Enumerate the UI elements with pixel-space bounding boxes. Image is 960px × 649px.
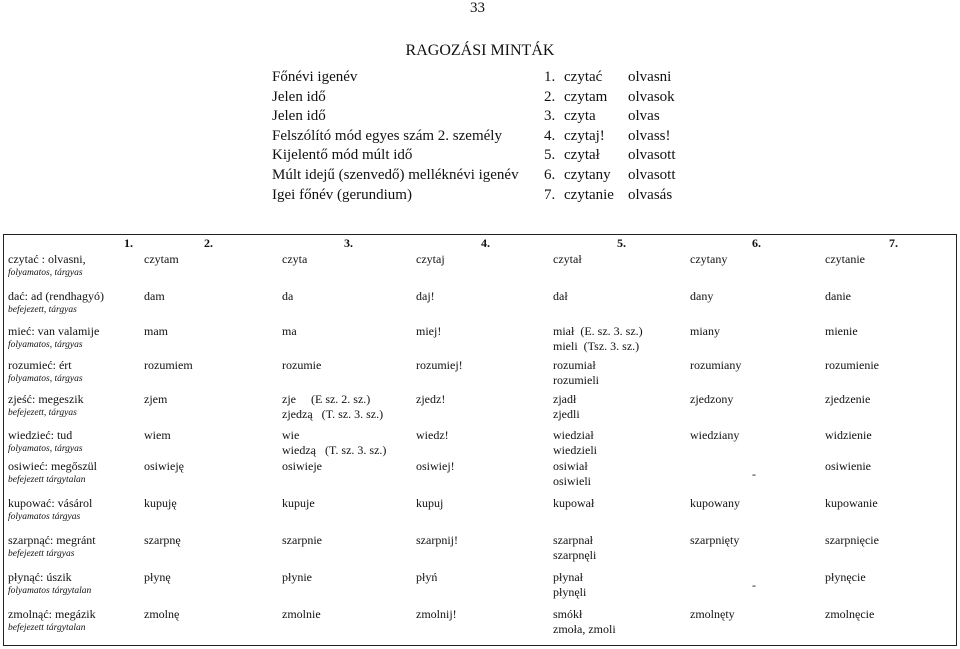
- form-text: wie: [282, 428, 300, 442]
- form-cell: [553, 607, 616, 637]
- form-cell: [553, 428, 597, 458]
- form-text: mam: [144, 324, 168, 338]
- form-cell: [282, 459, 322, 474]
- form-cell: [553, 252, 582, 267]
- form-cell: [416, 533, 458, 548]
- form-text: rozumiał: [553, 358, 596, 372]
- legend-hungarian-form: olvasok: [628, 88, 675, 105]
- form-cell: [416, 428, 449, 443]
- form-cell: [825, 533, 879, 548]
- form-cell: [416, 607, 457, 622]
- form-text: płyń: [416, 570, 438, 584]
- page-title: RAGOZÁSI MINTÁK: [405, 42, 555, 59]
- form-cell: [553, 392, 580, 422]
- verb-cell: [8, 428, 83, 456]
- legend-hungarian-form: olvass!: [628, 127, 671, 144]
- form-text: zjadł: [553, 392, 577, 406]
- verb-aspect: folyamatos tárgytalan: [8, 586, 92, 596]
- form-cell: [144, 428, 171, 443]
- form-cell: [282, 252, 307, 267]
- verb-lemma: czytać : olvasni,: [8, 252, 86, 266]
- form-cell: [282, 496, 315, 511]
- form-text: mienie: [825, 324, 858, 338]
- column-header: 7.: [889, 236, 898, 250]
- verb-cell: [8, 607, 96, 635]
- form-cell: [553, 459, 591, 489]
- form-cell: [553, 496, 594, 511]
- legend-number: 7.: [544, 186, 556, 203]
- form-cell: [690, 496, 740, 511]
- verb-lemma: osiwieć: megőszül: [8, 459, 97, 473]
- legend-row: [272, 107, 676, 127]
- verb-cell: [8, 252, 86, 280]
- form-cell: [553, 358, 599, 388]
- form-text: dał: [553, 289, 568, 303]
- form-text: osiwiej!: [416, 459, 455, 473]
- form-cell: [416, 358, 463, 373]
- column-header: 5.: [617, 236, 626, 250]
- form-text: czytany: [690, 252, 728, 266]
- form-text: kupuje: [282, 496, 315, 510]
- form-cell: [690, 533, 739, 548]
- verb-aspect: befejezett, tárgyas: [8, 305, 77, 315]
- verb-lemma: zjeść: megeszik: [8, 392, 84, 406]
- form-cell: [690, 607, 735, 622]
- conjugation-table: [3, 234, 957, 646]
- form-cell: [282, 392, 383, 422]
- form-cell: [416, 289, 435, 304]
- form-text: osiwieję: [144, 459, 184, 473]
- form-text: osiwienie: [825, 459, 871, 473]
- legend-number: 3.: [544, 108, 556, 125]
- form-text: zjedli: [553, 407, 580, 421]
- form-cell: [825, 428, 872, 443]
- form-text: wiedzieli: [553, 443, 597, 457]
- form-cell: [144, 459, 184, 474]
- verb-lemma: szarpnąć: megránt: [8, 533, 96, 547]
- form-cell: [553, 289, 568, 304]
- form-cell: [690, 358, 741, 373]
- form-text: zmolnij!: [416, 607, 457, 621]
- form-text: płynał: [553, 570, 583, 584]
- form-text: zmolnę: [144, 607, 180, 621]
- form-text: kupuję: [144, 496, 177, 510]
- legend-hungarian-form: olvasott: [628, 166, 676, 183]
- table-header: [4, 236, 956, 250]
- legend-number: 4.: [544, 127, 556, 144]
- verb-cell: [8, 496, 92, 524]
- legend-row: [272, 186, 676, 206]
- form-text: zjedz!: [416, 392, 446, 406]
- form-text: szarpnęli: [553, 548, 597, 562]
- form-cell: [553, 570, 586, 600]
- legend-row: [272, 166, 676, 186]
- form-cell: [144, 289, 165, 304]
- legend-number: 2.: [544, 88, 556, 105]
- verb-aspect: folyamatos, tárgyas: [8, 444, 83, 454]
- form-cell: [825, 570, 866, 585]
- legend-label: Kijelentő mód múlt idő: [272, 147, 413, 164]
- form-text: zmolnęty: [690, 607, 735, 621]
- form-text: dam: [144, 289, 165, 303]
- form-text: rozumiany: [690, 358, 742, 372]
- form-text: rozumieli: [553, 373, 599, 387]
- form-cell: [416, 392, 445, 407]
- form-text: czytanie: [825, 252, 865, 266]
- column-header: 4.: [481, 236, 490, 250]
- verb-lemma: wiedzieć: tud: [8, 428, 73, 442]
- column-header: 6.: [752, 236, 761, 250]
- legend-polish-form: czytanie: [564, 186, 614, 203]
- verb-cell: [8, 459, 97, 487]
- form-text: miany: [690, 324, 720, 338]
- form-text: wiedziany: [690, 428, 740, 442]
- form-cell: [553, 324, 643, 354]
- form-cell: [825, 252, 865, 267]
- form-text: płynę: [144, 570, 171, 584]
- form-legend: [272, 68, 676, 205]
- form-text: szarpnięty: [690, 533, 740, 547]
- form-text: czytał: [553, 252, 582, 266]
- legend-row: [272, 146, 676, 166]
- form-text: zmolnęcie: [825, 607, 875, 621]
- form-cell: [144, 496, 177, 511]
- form-text: kupował: [553, 496, 595, 510]
- form-cell: [825, 358, 879, 373]
- form-cell: [416, 324, 441, 339]
- form-text: smókł: [553, 607, 583, 621]
- column-header: 2.: [204, 236, 213, 250]
- form-text: ma: [282, 324, 297, 338]
- form-text: miej!: [416, 324, 442, 338]
- verb-cell: [8, 533, 96, 561]
- page-number: 33: [470, 0, 485, 16]
- form-text: rozumienie: [825, 358, 879, 372]
- form-text: da: [282, 289, 294, 303]
- legend-number: 5.: [544, 147, 556, 164]
- verb-aspect: folyamatos, tárgyas: [8, 340, 83, 350]
- verb-cell: [8, 289, 104, 317]
- form-cell: [825, 392, 870, 407]
- form-text: osiwiał: [553, 459, 588, 473]
- form-text: wiedział: [553, 428, 594, 442]
- verb-lemma: płynąć: úszik: [8, 570, 72, 584]
- form-text: wiedz!: [416, 428, 449, 442]
- form-text: zjedzenie: [825, 392, 871, 406]
- form-text: zje (E sz. 2. sz.): [282, 392, 371, 406]
- form-text: zjedzony: [690, 392, 734, 406]
- legend-row: [272, 127, 676, 147]
- form-cell: [690, 570, 756, 592]
- form-cell: [144, 252, 179, 267]
- verb-cell: [8, 324, 99, 352]
- legend-hungarian-form: olvasni: [628, 69, 672, 85]
- form-cell: [282, 358, 321, 373]
- form-cell: [144, 358, 193, 373]
- form-cell: [282, 324, 297, 339]
- form-text: osiwieli: [553, 474, 591, 488]
- form-cell: [416, 570, 437, 585]
- form-text: szarpnał: [553, 533, 593, 547]
- form-text: dany: [690, 289, 714, 303]
- form-text: szarpnie: [282, 533, 322, 547]
- form-cell: [690, 324, 720, 339]
- form-cell: [825, 324, 858, 339]
- form-text: kupowany: [690, 496, 740, 510]
- legend-label: Múlt idejű (szenvedő) melléknévi igenév: [272, 166, 519, 183]
- verb-cell: [8, 392, 84, 420]
- form-text: mieli (Tsz. 3. sz.): [553, 339, 640, 353]
- form-text: -: [752, 578, 756, 592]
- legend-label: Jelen idő: [272, 108, 326, 125]
- legend-label: Főnévi igenév: [272, 69, 358, 85]
- form-text: szarpnę: [144, 533, 181, 547]
- form-text: daj!: [416, 289, 435, 303]
- verb-lemma: rozumieć: ért: [8, 358, 72, 372]
- form-cell: [144, 570, 171, 585]
- column-header: 3.: [344, 236, 353, 250]
- verb-aspect: befejezett tárgytalan: [8, 623, 86, 633]
- form-text: miał (E. sz. 3. sz.): [553, 324, 643, 338]
- form-text: płynie: [282, 570, 312, 584]
- legend-label: Felszólító mód egyes szám 2. személy: [272, 127, 502, 144]
- legend-polish-form: czyta: [564, 108, 596, 125]
- legend-number: 1.: [544, 69, 556, 85]
- form-cell: [690, 459, 756, 481]
- form-text: rozumie: [282, 358, 322, 372]
- form-cell: [144, 392, 167, 407]
- form-cell: [416, 496, 443, 511]
- form-cell: [282, 533, 322, 548]
- form-cell: [825, 607, 874, 622]
- verb-cell: [8, 358, 83, 386]
- legend-number: 6.: [544, 166, 556, 183]
- form-text: kupuj: [416, 496, 444, 510]
- form-cell: [690, 392, 733, 407]
- form-cell: [282, 428, 386, 458]
- verb-lemma: dać: ad (rendhagyó): [8, 289, 104, 303]
- form-cell: [825, 289, 851, 304]
- form-text: czyta: [282, 252, 308, 266]
- verb-lemma: mieć: van valamije: [8, 324, 100, 338]
- form-cell: [416, 459, 455, 474]
- verb-aspect: folyamatos, tárgyas: [8, 374, 83, 384]
- form-text: osiwieje: [282, 459, 322, 473]
- legend-row: [272, 88, 676, 108]
- form-text: zmolnie: [282, 607, 321, 621]
- form-text: zjedzą (T. sz. 3. sz.): [282, 407, 384, 421]
- form-cell: [144, 324, 168, 339]
- legend-label: Igei főnév (gerundium): [272, 186, 412, 203]
- form-text: czytam: [144, 252, 179, 266]
- form-cell: [282, 607, 321, 622]
- form-text: widzienie: [825, 428, 872, 442]
- form-text: płynęli: [553, 585, 587, 599]
- verb-aspect: folyamatos, tárgyas: [8, 268, 83, 278]
- legend-row: [272, 68, 676, 88]
- form-text: wiem: [144, 428, 171, 442]
- legend-polish-form: czytał: [564, 147, 600, 164]
- form-cell: [825, 496, 878, 511]
- form-text: szarpnij!: [416, 533, 458, 547]
- legend-hungarian-form: olvasás: [628, 186, 673, 203]
- form-cell: [282, 570, 312, 585]
- form-text: rozumiej!: [416, 358, 463, 372]
- form-cell: [416, 252, 445, 267]
- column-header: 1.: [124, 236, 133, 250]
- verb-cell: [8, 570, 91, 598]
- verb-lemma: zmolnąć: megázik: [8, 607, 96, 621]
- form-cell: [144, 607, 179, 622]
- form-text: zmoła, zmoli: [553, 622, 616, 636]
- form-cell: [825, 459, 871, 474]
- legend-polish-form: czytać: [564, 69, 603, 85]
- form-cell: [690, 252, 727, 267]
- form-text: czytaj: [416, 252, 445, 266]
- verb-lemma: kupować: vásárol: [8, 496, 93, 510]
- form-text: wiedzą (T. sz. 3. sz.): [282, 443, 387, 457]
- form-text: zjem: [144, 392, 168, 406]
- form-text: kupowanie: [825, 496, 878, 510]
- verb-aspect: folyamatos tárgyas: [8, 512, 81, 522]
- form-text: płynęcie: [825, 570, 866, 584]
- legend-polish-form: czytaj!: [564, 127, 605, 144]
- form-cell: [144, 533, 181, 548]
- verb-aspect: befejezett, tárgyas: [8, 408, 77, 418]
- form-cell: [690, 289, 713, 304]
- form-text: danie: [825, 289, 851, 303]
- verb-aspect: befejezett tárgyas: [8, 549, 75, 559]
- legend-hungarian-form: olvasott: [628, 147, 676, 164]
- legend-hungarian-form: olvas: [628, 108, 660, 125]
- form-cell: [553, 533, 596, 563]
- verb-aspect: befejezett tárgytalan: [8, 475, 86, 485]
- legend-polish-form: czytam: [564, 88, 608, 105]
- form-cell: [690, 428, 739, 443]
- form-text: szarpnięcie: [825, 533, 879, 547]
- legend-polish-form: czytany: [564, 166, 611, 183]
- legend-label: Jelen idő: [272, 88, 326, 105]
- form-text: rozumiem: [144, 358, 193, 372]
- form-cell: [282, 289, 293, 304]
- form-text: -: [752, 467, 756, 481]
